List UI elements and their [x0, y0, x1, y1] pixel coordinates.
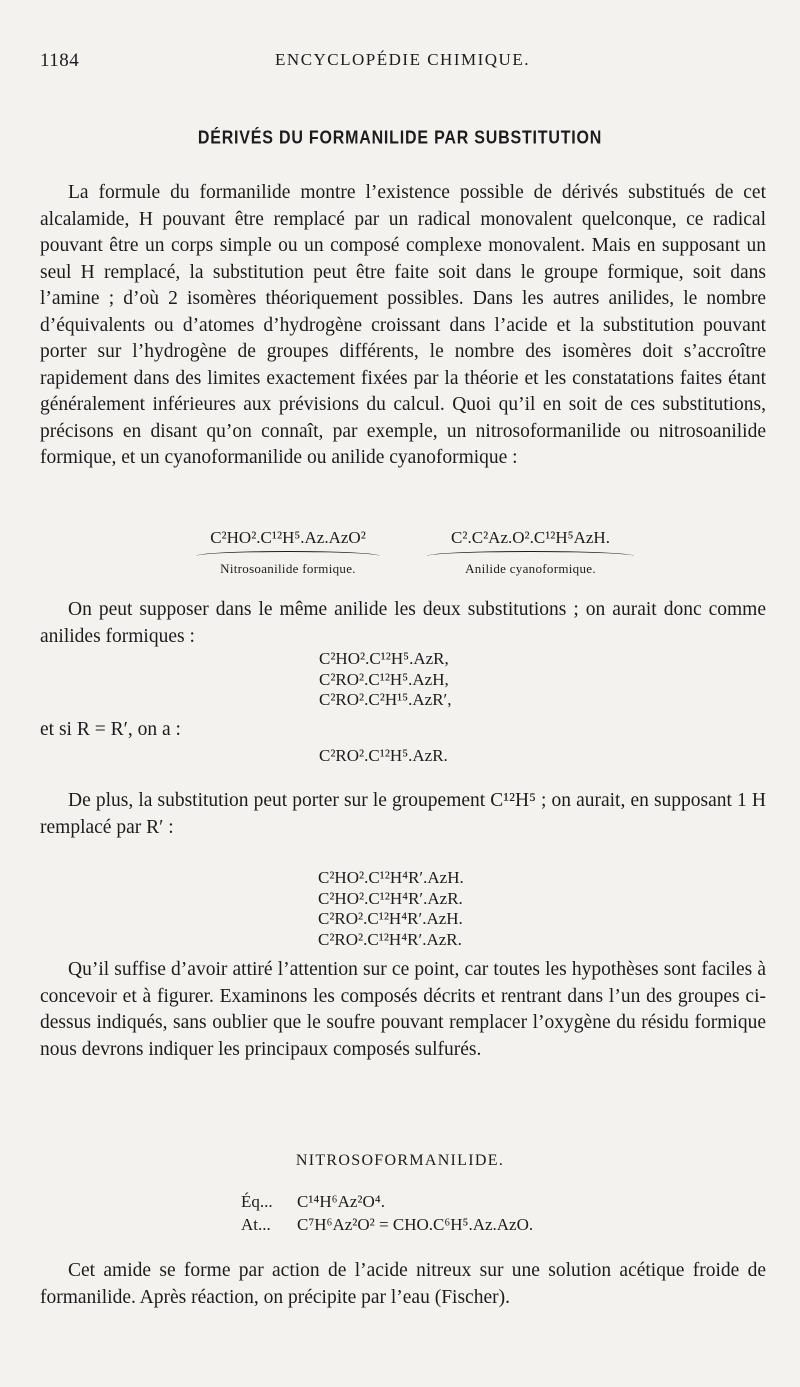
- underbrace: [196, 551, 380, 561]
- page-header: [40, 50, 765, 76]
- formula-line: C²RO².C¹²H⁵.AzR.: [319, 746, 448, 765]
- formula-text: C².C²Az.O².C¹²H⁵AzH.: [451, 528, 610, 547]
- formula-line: C²RO².C¹²H⁵.AzH,: [319, 669, 449, 689]
- formula-line: C²HO².C¹²H⁴R′.AzR.: [318, 888, 463, 908]
- formula-line: C²HO².C¹²H⁵.AzR,: [319, 649, 449, 668]
- formula-list-equal-r: [319, 746, 448, 767]
- formula-caption: Nitrosoanilide formique.: [220, 561, 356, 576]
- formula-cyanoformique: [418, 527, 643, 576]
- formula-list-c12h4r: [318, 868, 464, 950]
- formula-line: C²RO².C¹²H⁴R′.AzR.: [318, 929, 462, 949]
- formula-text: C²HO².C¹²H⁵.Az.AzO²: [210, 528, 366, 547]
- equation-label: At...: [241, 1215, 271, 1234]
- subsection-title: NITROSOFORMANILIDE.: [295, 1152, 505, 1169]
- formula-nitrosoanilide: [188, 527, 388, 576]
- section-title: DÉRIVÉS DU FORMANILIDE PAR SUBSTITUTION: [197, 128, 603, 149]
- formula-pair: [0, 527, 800, 583]
- condition-line: et si R = R′, on a :: [40, 719, 181, 740]
- paragraph-preparation: Cet amide se forme par action de l’acide nitreux sur une solution acétique froide de formanilide. Après réaction, on précipite par l’eau (Fischer).: [40, 1260, 766, 1308]
- running-title: ENCYCLOPÉDIE CHIMIQUE.: [275, 50, 530, 69]
- page-number: 1184: [40, 50, 80, 71]
- equation-formula: C¹⁴H⁶Az²O⁴.: [297, 1192, 385, 1211]
- underbrace: [427, 551, 634, 561]
- paragraph-c12h5-substitution: De plus, la substitution peut porter sur le groupement C¹²H⁵ ; on aurait, en supposant 1 H remplacé par R′ :: [40, 790, 766, 838]
- formula-list-anilides: [319, 649, 452, 711]
- equation-block: [241, 1190, 533, 1236]
- paragraph-intro: La formule du formanilide montre l’existence possible de dérivés substitués de cet alcalamide, H pouvant être remplacé par un radical monovalent quelconque, ce radical pouvant être un corps simple ou un composé complexe monovalent. Mais en supposant un seul H remplacé, la substitution peut être faite soit dans le groupe formique, soit dans l’amine ; d’où 2 isomères théoriquement possibles. Dans les autres anilides, le nombre d’équivalents ou d’atomes d’hydrogène croissant dans l’acide et la substitution pouvant porter sur l’hydrogène de groupes différents, le nombre des isomères doit s’accroître rapidement dans des limites exactement fixées par la théorie et les constatations faites étant généralement inférieures aux prévisions du calcul. Quoi qu’il en soit de ces substitutions, précisons en disant qu’on connaît, par exemple, un nitrosoformanilide ou nitrosoanilide formique, et un cyanoformanilide ou anilide cyanoformique :: [40, 182, 766, 468]
- equation-line: [241, 1213, 533, 1236]
- equation-line: [241, 1190, 533, 1213]
- formula-caption: Anilide cyanoformique.: [465, 561, 596, 576]
- paragraph-two-substitutions: On peut supposer dans le même anilide les deux substitutions ; on aurait donc comme anilides formiques :: [40, 599, 766, 647]
- paragraph-hypotheses: Qu’il suffise d’avoir attiré l’attention sur ce point, car toutes les hypothèses sont faciles à concevoir et à figurer. Examinons les composés décrits et rentrant dans l’un des groupes ci-dessus indiqués, sans oublier que le soufre pouvant remplacer l’oxygène du résidu formique nous devrons indiquer les principaux composés sulfurés.: [40, 959, 766, 1060]
- equation-formula: C⁷H⁶Az²O² = CHO.C⁶H⁵.Az.AzO.: [297, 1215, 534, 1234]
- formula-line: C²RO².C¹²H⁴R′.AzH.: [318, 909, 463, 928]
- equation-label: Éq...: [241, 1192, 273, 1211]
- formula-line: C²HO².C¹²H⁴R′.AzH.: [318, 868, 464, 887]
- formula-line: C²RO².C²H¹⁵.AzR′,: [319, 690, 452, 709]
